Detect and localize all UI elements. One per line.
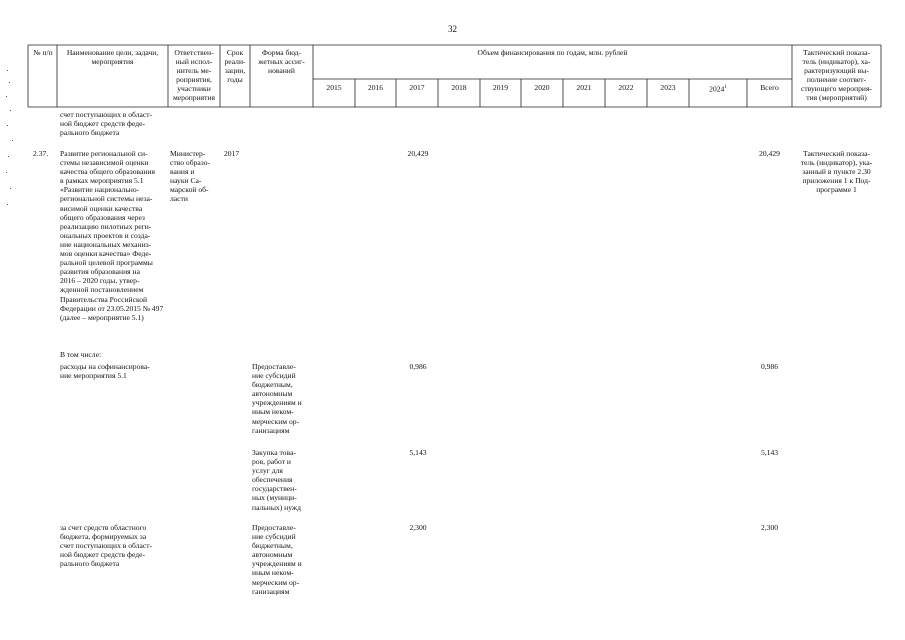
row-2-37-number: 2.37.	[33, 149, 49, 158]
row-2-37-name: Развитие региональной си- стемы независимой оценки качества общего образования в рамках мероприятия 5.1 «Развитие национально- региональной системы неза- висимой оценки качества общего образования через реализацию пилотных реги- ональных проектов и созда- ние национальных механиз- мов оценки качества» Феде- ральной целевой программы развития образования на 2016 – 2020 годы, утвер- жденной постановлением Правительства Российской Федерации от 23.05.2015 № 497 (далее – мероприятие 5.1)	[60, 149, 164, 322]
header-num: № п/п	[33, 48, 53, 57]
regional-budget-form: Предоставле- ние субсидий бюджетным, автономным учреждениям и иным неком- мерческим ор- ганизациям	[252, 523, 302, 596]
carry-over-text: счет поступающих в област- ной бюджет средств феде- рального бюджета	[60, 110, 153, 138]
row-2-37-total: 20,429	[759, 149, 780, 158]
year-2023: 2023	[660, 83, 676, 92]
year-total: Всего	[760, 83, 779, 92]
header-indicator: Тактический показа- тель (индикатор), ха- рактеризующий вы- полнение соответ- ствующего мероприя- тия (мероприятий)	[800, 48, 873, 103]
row-2-37-responsible: Министер- ство образо- вания и науки Са- марской об- ласти	[170, 149, 211, 204]
cofinancing-form-procurement: Закупка това- ров, работ и услуг для обеспечения государствен- ных (муници- пальных) нужд	[252, 448, 302, 512]
year-2018: 2018	[451, 83, 467, 92]
cofinancing-name: расходы на софинансирова- ние мероприятия 5.1	[60, 362, 150, 381]
regional-budget-name: за счет средств областного бюджета, формируемых за счет поступающих в област- ной бюджет средств феде- рального бюджета	[60, 523, 153, 569]
including-label: В том числе:	[60, 350, 102, 359]
row-2-37-2017: 20,429	[407, 149, 429, 158]
cofinancing-form-subsidies: Предоставле- ние субсидий бюджетным, автономным учреждениям и иным неком- мерческим ор- ганизациям	[252, 362, 302, 435]
page-number: 32	[448, 24, 457, 34]
header-term: Срок реали- зации, годы	[224, 48, 246, 85]
header-finance: Объем финансирования по годам, млн. рублей	[477, 48, 628, 57]
year-2020: 2020	[534, 83, 550, 92]
cofinancing-total-subsidies: 0,986	[760, 362, 779, 371]
year-2016: 2016	[367, 83, 384, 92]
header-form: Форма бюд- жетных ассиг- нований	[258, 48, 305, 76]
row-2-37-term: 2017	[224, 149, 240, 158]
year-2017: 2017	[409, 83, 425, 92]
cofinancing-2017-procurement: 5,143	[409, 448, 427, 457]
regional-budget-2017: 2,300	[409, 523, 427, 532]
year-2024: 2024$^1$	[709, 84, 727, 94]
footnote-mark: 1	[724, 85, 727, 90]
row-2-37-indicator: Тактический показа- тель (индикатор), ука- занный в пункте 2.30 приложения 1 к Под- программе 1	[800, 149, 873, 195]
cofinancing-2017-subsidies: 0,986	[409, 362, 427, 371]
year-2022: 2022	[618, 83, 634, 92]
header-name: Наименование цели, задачи, мероприятия	[66, 48, 159, 67]
cofinancing-total-procurement: 5,143	[760, 448, 779, 457]
year-2015: 2015	[326, 83, 342, 92]
regional-budget-total: 2,300	[760, 523, 779, 532]
year-2021: 2021	[576, 83, 592, 92]
scan-margin-marks	[4, 70, 18, 220]
header-responsible: Ответствен- ный испол- нитель ме- роприятия, участники мероприятия	[172, 48, 216, 103]
year-2019: 2019	[492, 83, 509, 92]
